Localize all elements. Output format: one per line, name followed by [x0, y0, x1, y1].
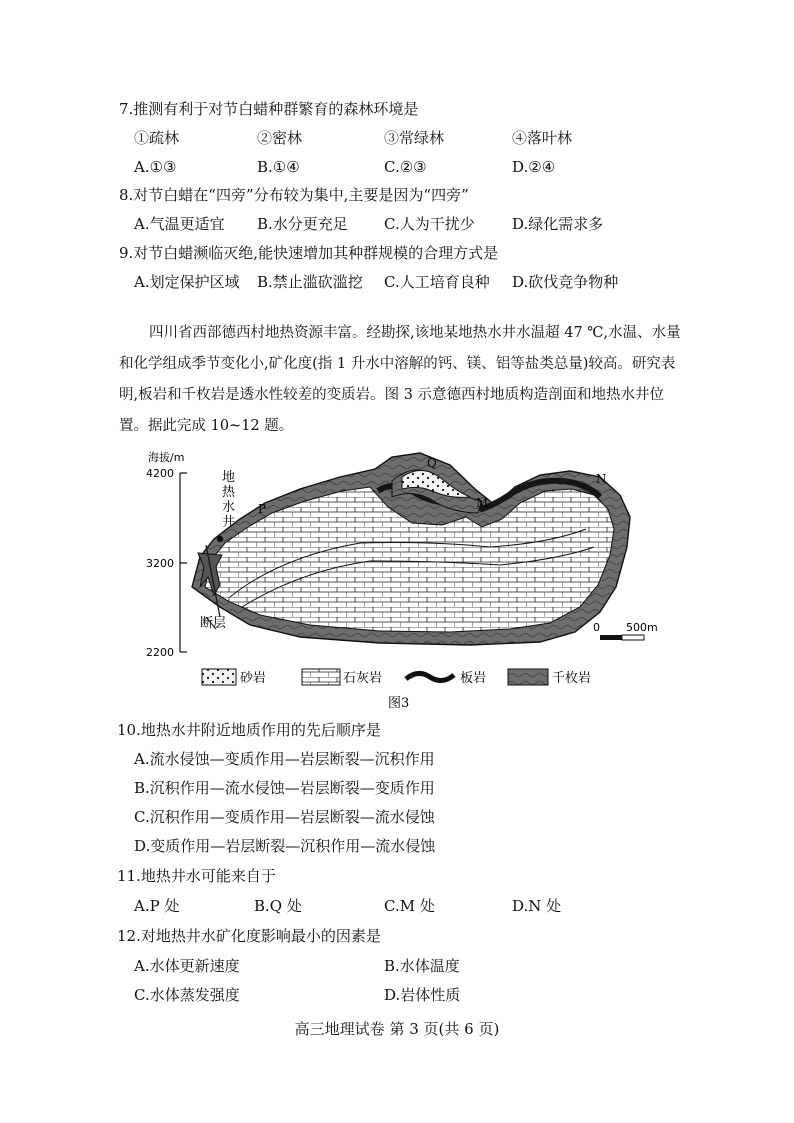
q12-option-d: D.岩体性质 [384, 986, 461, 1004]
legend-slate-label: 板岩 [460, 671, 487, 686]
q10-option-a: A.流水侵蚀—变质作用—岩层断裂—沉积作用 [134, 750, 435, 768]
scale-zero: 0 [593, 621, 600, 634]
legend-phyllite-swatch [508, 669, 548, 685]
q9-stem: 9.对节白蜡濒临灭绝,能快速增加其种群规模的合理方式是 [119, 244, 499, 262]
passage [119, 318, 679, 442]
q8-option-d: D.绿化需求多 [512, 215, 604, 233]
q7-item-3: ③常绿林 [384, 129, 445, 147]
q11-option-d: D.N 处 [512, 897, 562, 915]
q8-option-b: B.水分更充足 [257, 215, 348, 233]
y-tick-2200: 2200 [146, 646, 174, 659]
legend-sandstone-label: 砂岩 [240, 671, 267, 686]
q12-stem: 12.对地热井水矿化度影响最小的因素是 [117, 927, 381, 945]
legend-limestone-swatch [302, 669, 340, 685]
passage-line-1: 四川省西部德西村地热资源丰富。经勘探,该地某地热水井水温超 47 ℃,水温、水量 [149, 325, 681, 341]
q8-stem: 8.对节白蜡在“四旁”分布较为集中,主要是因为“四旁” [119, 186, 469, 204]
q10-stem: 10.地热水井附近地质作用的先后顺序是 [117, 721, 381, 739]
q11-option-c: C.M 处 [384, 897, 435, 915]
point-p-label: P [258, 502, 267, 516]
passage-line-2: 和化学组成季节变化小,矿化度(指 1 升水中溶解的钙、镁、铝等盐类总量)较高。研究表 [119, 356, 676, 372]
q7-item-4: ④落叶林 [512, 129, 573, 147]
y-axis-title: 海拔/m [148, 451, 185, 464]
point-m-label: M [476, 496, 489, 510]
point-q-label: Q [427, 456, 437, 470]
q10-option-c: C.沉积作用—变质作用—岩层断裂—流水侵蚀 [134, 808, 435, 826]
geothermal-well-marker [217, 536, 223, 542]
legend-sandstone-swatch [202, 669, 236, 685]
figure-caption: 图3 [388, 696, 410, 711]
legend-phyllite-label: 千枚岩 [552, 671, 592, 686]
y-tick-4200: 4200 [146, 467, 174, 480]
y-tick-3200: 3200 [146, 557, 174, 570]
passage-line-3: 明,板岩和千枚岩是透水性较差的变质岩。图 3 示意德西村地质构造剖面和地热水井位 [119, 387, 665, 403]
legend-slate-swatch [406, 673, 454, 680]
q11-option-a: A.P 处 [134, 897, 180, 915]
q7-item-1: ①疏林 [134, 129, 180, 147]
q7-item-2: ②密林 [257, 129, 303, 147]
well-label-2: 热 [222, 485, 236, 500]
q12-option-c: C.水体蒸发强度 [134, 986, 240, 1004]
q10-option-b: B.沉积作用—流水侵蚀—岩层断裂—变质作用 [134, 779, 435, 797]
q11-option-b: B.Q 处 [254, 897, 302, 915]
well-label-3: 水 [222, 500, 236, 515]
scale-bar-dark [600, 635, 622, 640]
q10-option-d: D.变质作用—岩层断裂—沉积作用—流水侵蚀 [134, 837, 436, 855]
geologic-cross-section-figure [130, 447, 670, 712]
well-label-4: 井 [222, 515, 236, 530]
well-label-1: 地 [222, 470, 236, 485]
point-n-label: N [596, 472, 607, 486]
q9-option-d: D.砍伐竞争物种 [512, 273, 619, 291]
q11-stem: 11.地热井水可能来自于 [117, 867, 276, 885]
q9-option-a: A.划定保护区域 [134, 273, 240, 291]
legend-limestone-label: 石灰岩 [343, 671, 383, 686]
scale-label: 500m [626, 621, 658, 634]
q7-option-b: B.①④ [257, 158, 300, 176]
q7-stem: 7.推测有利于对节白蜡种群繁育的森林环境是 [119, 100, 419, 118]
q7-option-a: A.①③ [134, 158, 177, 176]
scale-bar-light [622, 635, 644, 640]
q7-option-d: D.②④ [512, 158, 556, 176]
q12-option-a: A.水体更新速度 [134, 957, 240, 975]
q8-option-c: C.人为干扰少 [384, 215, 475, 233]
q7-option-c: C.②③ [384, 158, 427, 176]
passage-line-4: 置。据此完成 10~12 题。 [119, 418, 294, 434]
q12-option-b: B.水体温度 [384, 957, 460, 975]
q9-option-c: C.人工培育良种 [384, 273, 490, 291]
page-footer: 高三地理试卷 第 3 页(共 6 页) [294, 1020, 500, 1038]
fault-label: 断层 [200, 616, 227, 631]
q9-option-b: B.禁止滥砍滥挖 [257, 273, 363, 291]
q8-option-a: A.气温更适宜 [134, 215, 225, 233]
